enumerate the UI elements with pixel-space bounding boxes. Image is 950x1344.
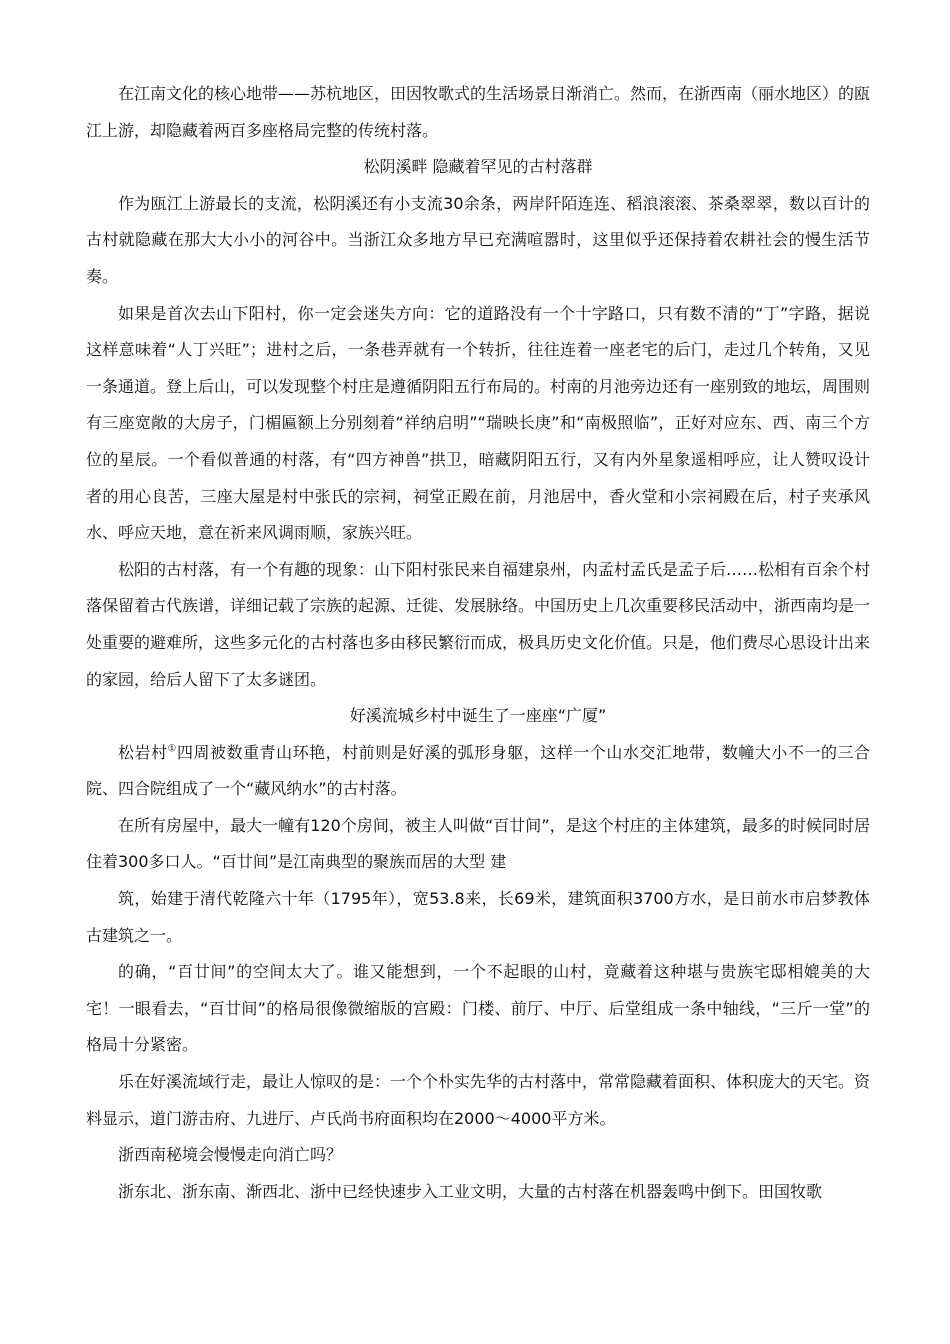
paragraph-songyinxi: 作为瓯江上游最长的支流，松阴溪还有小支流30余条，两岸阡陌连连、稻浪滚滚、茶桑翠翠，数以百计的古村就隐藏在那大大小小的河谷中。当浙江众多地方早已充满喧嚣时，这里似乎还保持着农耕社会的慢生活节奏。 <box>86 193 870 286</box>
section-heading-haoxi: 好溪流城乡村中诞生了一座座“广厦” <box>349 706 607 726</box>
paragraph-intro: 在江南文化的核心地带——苏杭地区，田因牧歌式的生活场景日渐消亡。然而，在浙西南（丽水地区）的瓯江上游，却隐藏着两百多座格局完整的传统村落。 <box>86 84 871 140</box>
paragraph-question: 浙西南秘境会慢慢走向消亡吗？ <box>118 1145 343 1165</box>
paragraph-bainiangjian: 在所有房屋中，最大一幢有120个房间，被主人叫做“百廿间”，是这个村庄的主体建筑，最多的时候同时居住着300多口人。“百廿间”是江南典型的聚族而居的大型 建 <box>86 815 870 872</box>
paragraph-shanxiayang: 如果是首次去山下阳村，你一定会迷失方向：它的道路没有一个十字路口，只有数不清的“丁”字路，据说这样意味着“人丁兴旺”；进村之后，一条巷弄就有一个转折，往往连着一座老宅的后门，走过几个转角，又见一条通道。登上后山，可以发现整个村庄是遵循阴阳五行布局的。村南的月池旁边还有一座别致的地坛，周围则有三座宽敞的大房子，门楣匾额上分别刻着“祥纳启明”“瑞映长庚”和“南极照临”，正好对应东、西、南三个方位的星辰。一个看似普通的村落，有“四方神兽”拱卫，暗藏阴阳五行，又有内外星象遥相呼应，让人赞叹设计者的用心良苦，三座大屋是村中张氏的宗祠，祠堂正殿在前，月池居中，香火堂和小宗祠殿在后，村子夹承风水、呼应天地，意在祈来风调雨顺，家族兴旺。 <box>86 303 871 543</box>
article-body <box>86 76 870 1210</box>
paragraph-genealogy: 松阳的古村落，有一个有趣的现象：山下阳村张民来自福建泉州，内孟村孟氏是孟子后……松相有百余个村落保留着古代族谱，详细记载了宗族的起源、迁徙、发展脉络。中国历史上几次重要移民活动中，浙西南均是一处重要的避难所，这些多元化的古村落也多由移民繁衍而成，极具历史文化价值。只是，他们费尽心思设计出来的家园，给后人留下了太多谜团。 <box>86 559 871 689</box>
village-name: 松岩村 <box>118 742 168 762</box>
paragraph-large-houses: 乐在好溪流域行走，最让人惊叹的是：一个个朴实先华的古村落中，常常隐藏着面积、体积庞大的天宅。资料显示，道门游击府、九进厅、卢氏尚书府面积均在2000～4000平方米。 <box>86 1072 871 1128</box>
section-heading-songyinxi: 松阴溪畔 隐藏着罕见的古村落群 <box>363 157 593 177</box>
paragraph-industrial: 浙东北、浙东南、渐西北、浙中已经快速步入工业文明，大量的古村落在机器轰鸣中倒下。田国牧歌 <box>118 1181 823 1201</box>
paragraph-construction: 筑，始建于清代乾隆六十年（1795年），宽53.8来，长69米，建筑面积3700方水，是日前水市启梦教体古建筑之一。 <box>86 889 870 945</box>
paragraph-songyan <box>86 735 870 808</box>
paragraph-songyan-text: 四周被数重青山环艳，村前则是好溪的弧形身躯，这样一个山水交汇地带，数幢大小不一的三合院、四合院组成了一个“藏风纳水”的古村落。 <box>86 742 870 799</box>
footnote-marker: ① <box>167 743 178 755</box>
paragraph-space: 的确，“百廿间”的空间太大了。谁又能想到，一个不起眼的山村，竟藏着这种堪与贵族宅邸相媲美的大宅！一眼看去，“百廿间”的格局很像微缩版的宫殿：门楼、前厅、中厅、后堂组成一条中轴线，“三斤一堂”的格局十分紧密。 <box>86 962 870 1055</box>
